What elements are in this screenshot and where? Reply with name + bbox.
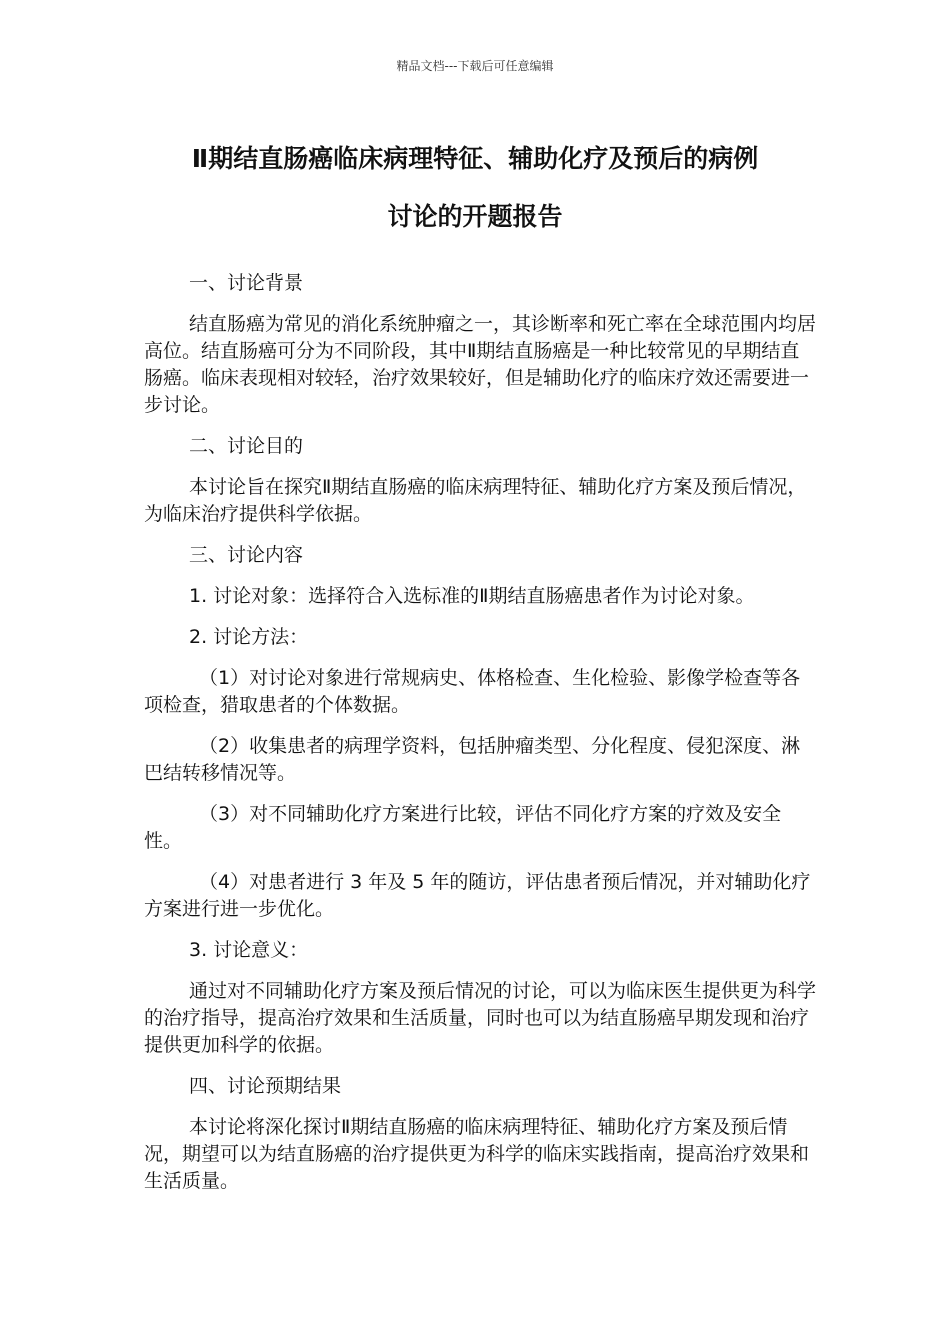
- paragraph-background: 结直肠癌为常见的消化系统肿瘤之一，其诊断率和死亡率在全球范围内均居高位。结直肠癌可分为不同阶段，其中Ⅱ期结直肠癌是一种比较常见的早期结直肠癌。临床表现相对较轻，治疗效果较好，但是辅助化疗的临床疗效还需要进一步讨论。: [144, 313, 817, 416]
- paragraph-purpose: 本讨论旨在探究Ⅱ期结直肠癌的临床病理特征、辅助化疗方案及预后情况，为临床治疗提供科学依据。: [144, 476, 807, 525]
- document-body: [144, 270, 816, 1209]
- title-line-2: 讨论的开题报告: [387, 202, 563, 231]
- header-note: 精品文档---下载后可任意编辑: [396, 59, 554, 73]
- paragraph-expected-results: 本讨论将深化探讨Ⅱ期结直肠癌的临床病理特征、辅助化疗方案及预后情况，期望可以为结直肠癌的治疗提供更为科学的临床实践指南，提高治疗效果和生活质量。: [144, 1116, 810, 1192]
- content-item-subjects: 1. 讨论对象：选择符合入选标准的Ⅱ期结直肠癌患者作为讨论对象。: [189, 585, 755, 607]
- method-item-4: （4）对患者进行 3 年及 5 年的随访，评估患者预后情况，并对辅助化疗方案进行进一步优化。: [144, 871, 811, 920]
- document-title: [120, 130, 830, 246]
- method-item-1: （1）对讨论对象进行常规病史、体格检查、生化检验、影像学检查等各项检查，猎取患者的个体数据。: [144, 667, 801, 716]
- title-line-1: Ⅱ期结直肠癌临床病理特征、辅助化疗及预后的病例: [191, 144, 759, 173]
- section-heading-expected-results: 四、讨论预期结果: [189, 1075, 342, 1097]
- content-item-methods: 2. 讨论方法：: [189, 626, 309, 648]
- method-item-2: （2）收集患者的病理学资料，包括肿瘤类型、分化程度、侵犯深度、淋巴结转移情况等。: [144, 735, 801, 784]
- section-heading-purpose: 二、讨论目的: [189, 435, 304, 457]
- method-item-3: （3）对不同辅助化疗方案进行比较，评估不同化疗方案的疗效及安全性。: [144, 803, 782, 852]
- content-item-significance: 3. 讨论意义：: [189, 939, 309, 961]
- section-heading-content: 三、讨论内容: [189, 544, 304, 566]
- section-heading-background: 一、讨论背景: [189, 272, 304, 294]
- paragraph-significance: 通过对不同辅助化疗方案及预后情况的讨论，可以为临床医生提供更为科学的治疗指导，提高治疗效果和生活质量，同时也可以为结直肠癌早期发现和治疗提供更加科学的依据。: [144, 980, 817, 1056]
